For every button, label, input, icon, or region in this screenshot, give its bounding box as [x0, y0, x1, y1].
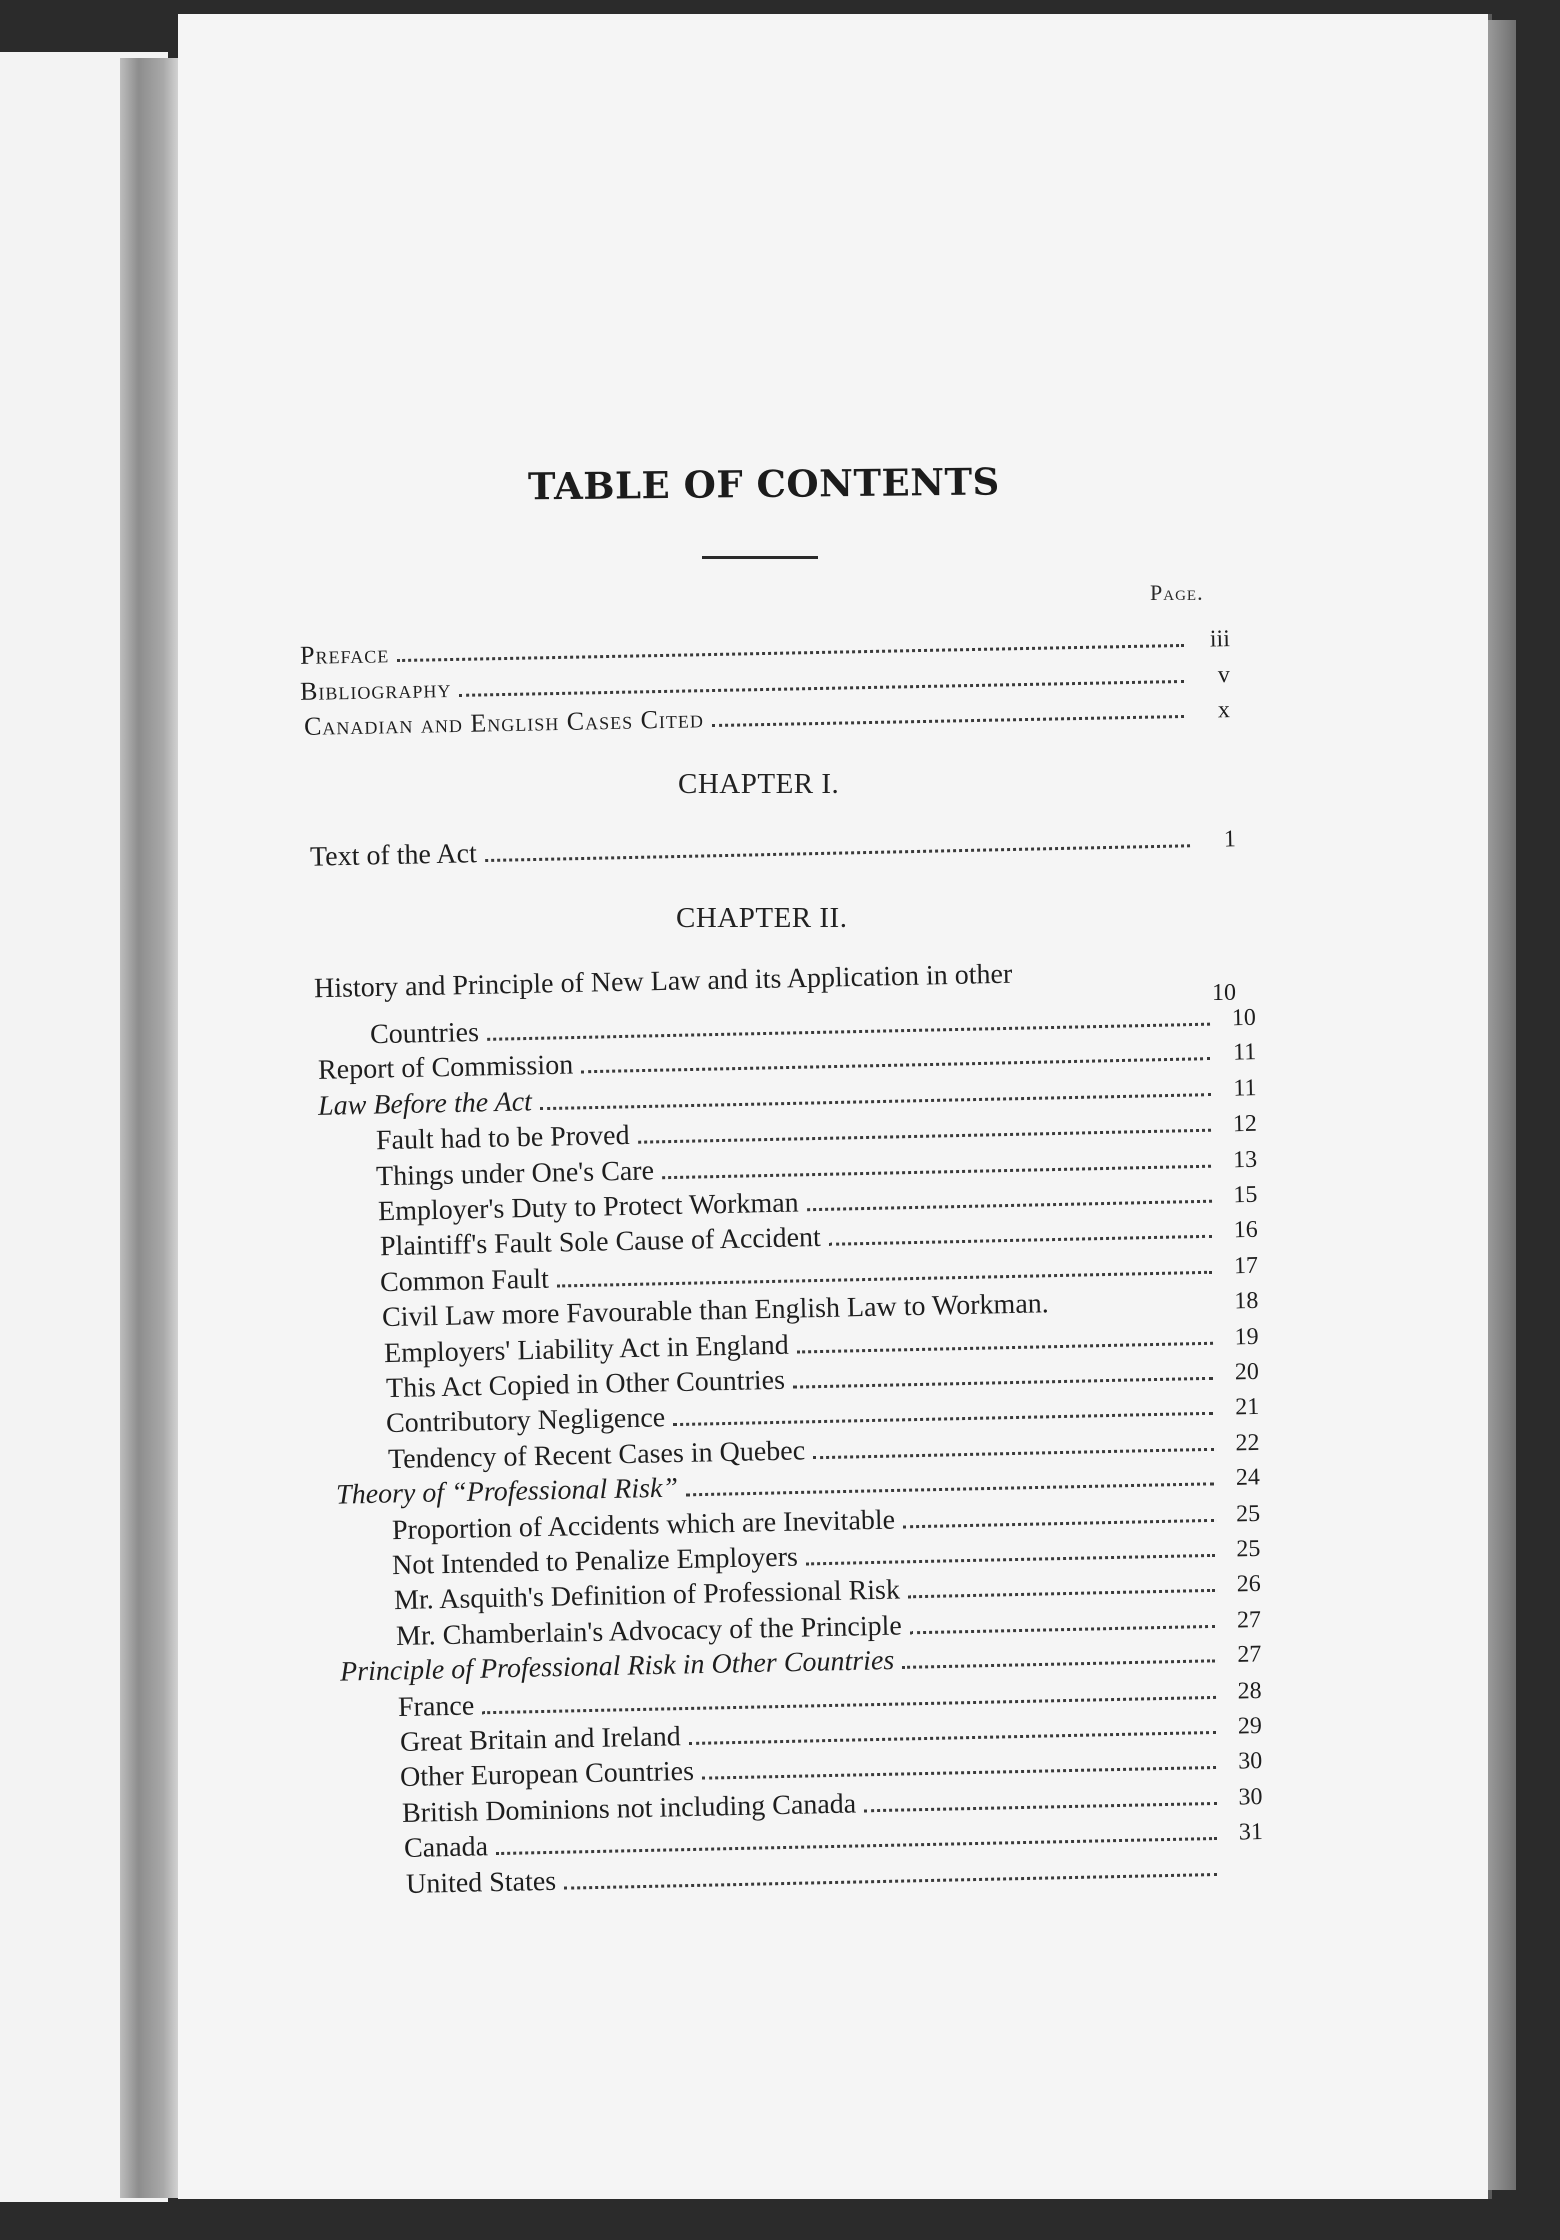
leader-dots: [793, 1377, 1213, 1389]
entry-label: Canada: [403, 1831, 489, 1865]
entry-page: 10: [1231, 1004, 1257, 1032]
entry-label: Plaintiff's Fault Sole Cause of Accident: [379, 1222, 822, 1263]
entry-page: 24: [1235, 1464, 1261, 1492]
entry-label: Fault had to be Proved: [375, 1120, 630, 1157]
entry-page: 19: [1234, 1323, 1259, 1350]
leader-dots: [662, 1164, 1211, 1179]
entry-label: Report of Commission: [317, 1049, 574, 1087]
entry-label: Not Intended to Penalize Employers: [391, 1541, 799, 1582]
entry-page: 25: [1236, 1535, 1261, 1563]
entry-label: Employers' Liability Act in England: [383, 1329, 790, 1369]
entry-page: [1223, 1875, 1263, 1876]
entry-label: Things under One's Care: [375, 1155, 655, 1192]
entry-label: France: [397, 1690, 475, 1723]
leader-dots: [557, 1271, 1212, 1288]
entry-label: Text of the Act: [309, 838, 478, 873]
entry-label: Great Britain and Ireland: [399, 1721, 681, 1759]
leader-dots: [564, 1873, 1217, 1890]
leader-dots: [712, 715, 1184, 727]
chapter-heading: CHAPTER II.: [676, 902, 848, 934]
left-page-edge: [120, 58, 182, 2198]
entry-page: 31: [1238, 1819, 1264, 1846]
entry-page: 27: [1237, 1641, 1262, 1669]
entry-label: Civil Law more Favourable than English Law to Workman.: [381, 1288, 1050, 1334]
leader-dots: [806, 1554, 1215, 1566]
leader-dots: [813, 1448, 1213, 1459]
leader-dots: [797, 1341, 1213, 1353]
toc-entry-first-line: History and Principle of New Law and its Application in other: [313, 958, 1013, 1005]
entry-label: Contributory Negligence: [385, 1402, 666, 1440]
leader-dots: [638, 1129, 1211, 1144]
entry-page: 22: [1235, 1429, 1260, 1457]
leader-dots: [673, 1412, 1213, 1426]
leader-dots: [397, 644, 1184, 662]
leader-dots: [902, 1660, 1215, 1670]
entry-page: 11: [1232, 1039, 1257, 1067]
entry-page: iii: [1209, 626, 1231, 653]
entry-label: This Act Copied in Other Countries: [385, 1364, 786, 1405]
entry-label: Mr. Asquith's Definition of Professional Risk: [393, 1574, 901, 1617]
leader-dots: [686, 1482, 1214, 1496]
leader-dots: [459, 680, 1184, 697]
leader-dots: [540, 1093, 1211, 1110]
entry-label: Countries: [369, 1017, 480, 1051]
leader-dots: [908, 1589, 1215, 1598]
entry-page: 30: [1237, 1748, 1263, 1775]
entry-label: Mr. Chamberlain's Advocacy of the Principle: [395, 1610, 903, 1652]
entry-label: Preface: [299, 639, 390, 670]
entry-page: 26: [1236, 1571, 1261, 1598]
chapter-heading: CHAPTER I.: [678, 768, 840, 800]
entry-label: British Dominions not including Canada: [401, 1788, 857, 1829]
title-rule: [702, 556, 818, 559]
entry-label: Bibliography: [299, 674, 452, 706]
entry-page: 30: [1238, 1783, 1263, 1811]
entry-page: 29: [1237, 1712, 1263, 1740]
entry-page: x: [1217, 697, 1231, 724]
entry-label: Common Fault: [379, 1263, 550, 1298]
entry-page: 28: [1237, 1677, 1262, 1705]
leader-dots: [702, 1766, 1216, 1780]
entry-label: Principle of Professional Risk in Other Countries: [339, 1645, 895, 1688]
leader-dots: [581, 1058, 1210, 1074]
entry-page: 18: [1234, 1288, 1259, 1315]
entry-page: 11: [1233, 1074, 1257, 1102]
entry-page: v: [1217, 662, 1231, 689]
leader-dots: [910, 1625, 1215, 1634]
leader-dots: [807, 1200, 1212, 1211]
entry-page: 12: [1232, 1110, 1258, 1138]
entry-page: 1: [1223, 826, 1237, 853]
leader-dots: [689, 1731, 1216, 1745]
right-page-edge: [1488, 20, 1516, 2190]
entry-page: 13: [1232, 1146, 1258, 1173]
entry-label: United States: [405, 1865, 557, 1900]
leader-dots: [864, 1802, 1216, 1812]
leader-dots: [903, 1518, 1214, 1528]
entry-label: Tendency of Recent Cases in Quebec: [387, 1435, 806, 1475]
leader-dots: [485, 844, 1190, 862]
entry-page: 15: [1233, 1181, 1258, 1209]
entry-label: Theory of “Professional Risk”: [335, 1472, 679, 1511]
entry-page: 16: [1233, 1217, 1258, 1244]
entry-page: 21: [1234, 1394, 1260, 1421]
entry-label: Proportion of Accidents which are Inevitable: [391, 1504, 896, 1546]
entry-page: 10: [1212, 980, 1236, 1006]
page-column-header: Page.: [1150, 580, 1204, 605]
entry-label: Other European Countries: [399, 1756, 695, 1794]
page-title: TABLE OF CONTENTS: [527, 459, 1000, 509]
leader-dots: [829, 1235, 1212, 1246]
entry-page: 20: [1234, 1358, 1260, 1386]
leader-dots: [482, 1696, 1215, 1714]
entry-page: 25: [1235, 1500, 1261, 1528]
entry-page: 27: [1236, 1606, 1262, 1634]
entry-label: Employer's Duty to Protect Workman: [377, 1187, 799, 1228]
leader-dots: [1057, 1309, 1213, 1312]
entry-label: Canadian and English Cases Cited: [303, 704, 705, 741]
entry-page: 17: [1233, 1252, 1259, 1280]
entry-label: Law Before the Act: [317, 1086, 533, 1122]
